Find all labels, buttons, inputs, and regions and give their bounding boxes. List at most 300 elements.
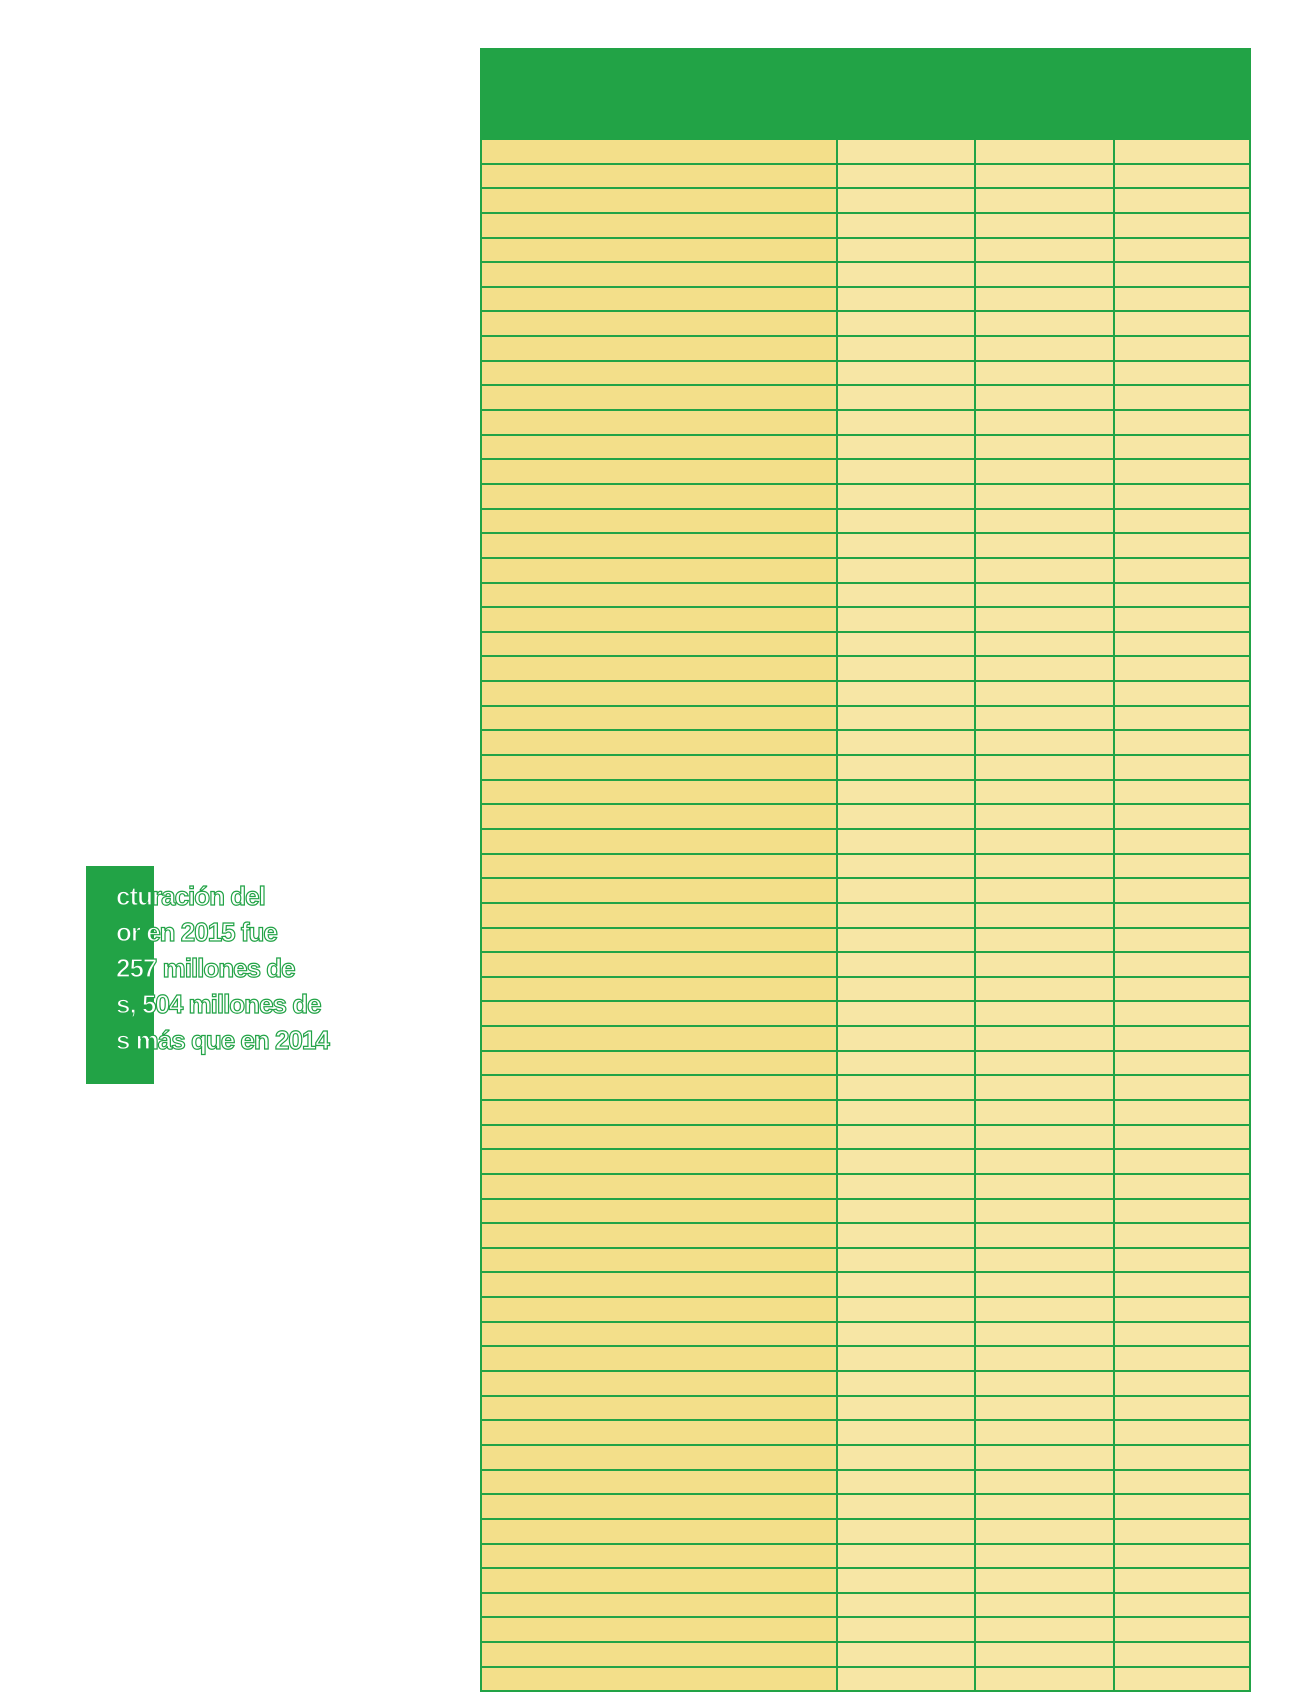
table-row bbox=[482, 929, 1249, 954]
table-row bbox=[482, 239, 1249, 264]
callout-line: s más que en 2014 bbox=[116, 1025, 329, 1055]
table-cell bbox=[1115, 879, 1249, 902]
table-cell bbox=[976, 288, 1115, 311]
table-row bbox=[482, 189, 1249, 214]
table-row bbox=[482, 855, 1249, 880]
table-cell bbox=[838, 165, 976, 188]
table-cell bbox=[976, 239, 1115, 262]
table-cell bbox=[1115, 731, 1249, 754]
table-cell bbox=[838, 1471, 976, 1494]
table-cell bbox=[1115, 1200, 1249, 1223]
table-cell bbox=[838, 1224, 976, 1247]
table-cell bbox=[482, 362, 838, 385]
table-cell bbox=[482, 165, 838, 188]
callout-line: or en 2015 fue bbox=[116, 917, 277, 947]
table-row bbox=[482, 436, 1249, 461]
table-cell bbox=[838, 288, 976, 311]
table-row bbox=[482, 1175, 1249, 1200]
table-cell bbox=[838, 436, 976, 459]
table-row bbox=[482, 1249, 1249, 1274]
table-cell bbox=[482, 1520, 838, 1543]
callout-line: cturación del bbox=[116, 881, 265, 911]
table-cell bbox=[976, 1002, 1115, 1025]
table-cell bbox=[838, 978, 976, 1001]
table-cell bbox=[976, 1052, 1115, 1075]
table-row bbox=[482, 214, 1249, 239]
table-cell bbox=[838, 1273, 976, 1296]
table-cell bbox=[482, 1397, 838, 1420]
table-cell bbox=[838, 337, 976, 360]
table-cell bbox=[482, 559, 838, 582]
table-row bbox=[482, 1200, 1249, 1225]
table-cell bbox=[838, 1101, 976, 1124]
table-row bbox=[482, 1150, 1249, 1175]
table-cell bbox=[838, 633, 976, 656]
table-cell bbox=[1115, 1421, 1249, 1444]
table-row bbox=[482, 140, 1249, 165]
table-row bbox=[482, 904, 1249, 929]
table-cell bbox=[1115, 1372, 1249, 1395]
table-cell bbox=[976, 731, 1115, 754]
table-cell bbox=[976, 411, 1115, 434]
table-row bbox=[482, 805, 1249, 830]
table-cell bbox=[1115, 633, 1249, 656]
table-cell bbox=[976, 1126, 1115, 1149]
table-cell bbox=[976, 1249, 1115, 1272]
table-cell bbox=[1115, 682, 1249, 705]
table-cell bbox=[482, 510, 838, 533]
table-cell bbox=[976, 1618, 1115, 1641]
table-cell bbox=[1115, 1150, 1249, 1173]
table-cell bbox=[482, 288, 838, 311]
table-cell bbox=[976, 165, 1115, 188]
table-cell bbox=[1115, 214, 1249, 237]
table-cell bbox=[838, 805, 976, 828]
table-row bbox=[482, 1347, 1249, 1372]
table-row bbox=[482, 1052, 1249, 1077]
table-cell bbox=[1115, 1298, 1249, 1321]
table-cell bbox=[976, 1298, 1115, 1321]
table-cell bbox=[482, 1569, 838, 1592]
table-cell bbox=[838, 756, 976, 779]
table-cell bbox=[976, 707, 1115, 730]
table-cell bbox=[1115, 288, 1249, 311]
table-cell bbox=[976, 1594, 1115, 1617]
table-cell bbox=[838, 263, 976, 286]
table-cell bbox=[838, 1347, 976, 1370]
table-cell bbox=[482, 1668, 838, 1691]
table-cell bbox=[838, 1002, 976, 1025]
table-cell bbox=[482, 189, 838, 212]
table-cell bbox=[838, 830, 976, 853]
table-cell bbox=[976, 263, 1115, 286]
table-row bbox=[482, 1298, 1249, 1323]
table-row bbox=[482, 1076, 1249, 1101]
table-cell bbox=[482, 460, 838, 483]
table-row bbox=[482, 781, 1249, 806]
table-cell bbox=[482, 1323, 838, 1346]
table-cell bbox=[838, 386, 976, 409]
table-row bbox=[482, 1273, 1249, 1298]
table-cell bbox=[976, 953, 1115, 976]
table-cell bbox=[482, 929, 838, 952]
table-cell bbox=[838, 1594, 976, 1617]
table-cell bbox=[838, 1545, 976, 1568]
table-row bbox=[482, 288, 1249, 313]
table-cell bbox=[1115, 1545, 1249, 1568]
table-cell bbox=[1115, 805, 1249, 828]
table-cell bbox=[482, 1372, 838, 1395]
table-cell bbox=[482, 1643, 838, 1666]
table-cell bbox=[1115, 1052, 1249, 1075]
table-cell bbox=[482, 1224, 838, 1247]
table-cell bbox=[838, 1421, 976, 1444]
table-row bbox=[482, 1594, 1249, 1619]
table-cell bbox=[482, 1150, 838, 1173]
table-cell bbox=[976, 1520, 1115, 1543]
table-cell bbox=[1115, 1076, 1249, 1099]
table-cell bbox=[976, 1200, 1115, 1223]
table-cell bbox=[1115, 1397, 1249, 1420]
callout-text bbox=[116, 878, 446, 1058]
table-cell bbox=[482, 855, 838, 878]
callout-line: 257 millones de bbox=[116, 953, 295, 983]
table-row bbox=[482, 510, 1249, 535]
table-cell bbox=[1115, 140, 1249, 163]
table-cell bbox=[1115, 978, 1249, 1001]
table-cell bbox=[1115, 1002, 1249, 1025]
table-cell bbox=[838, 1150, 976, 1173]
table-cell bbox=[1115, 460, 1249, 483]
table-row bbox=[482, 312, 1249, 337]
table-cell bbox=[976, 1101, 1115, 1124]
table-cell bbox=[482, 1273, 838, 1296]
table-cell bbox=[976, 879, 1115, 902]
table-cell bbox=[838, 731, 976, 754]
table-cell bbox=[976, 485, 1115, 508]
table-cell bbox=[482, 239, 838, 262]
table-cell bbox=[1115, 1323, 1249, 1346]
table-cell bbox=[976, 1446, 1115, 1469]
table-cell bbox=[976, 510, 1115, 533]
table-row bbox=[482, 657, 1249, 682]
table-cell bbox=[838, 1520, 976, 1543]
data-table bbox=[480, 48, 1251, 1692]
table-cell bbox=[976, 1323, 1115, 1346]
table-cell bbox=[838, 362, 976, 385]
table-cell bbox=[838, 879, 976, 902]
table-cell bbox=[482, 805, 838, 828]
table-cell bbox=[976, 559, 1115, 582]
table-row bbox=[482, 1545, 1249, 1570]
table-row bbox=[482, 485, 1249, 510]
table-row bbox=[482, 707, 1249, 732]
table-cell bbox=[482, 1347, 838, 1370]
table-cell bbox=[976, 608, 1115, 631]
table-cell bbox=[838, 781, 976, 804]
table-cell bbox=[976, 460, 1115, 483]
table-cell bbox=[1115, 1175, 1249, 1198]
table-cell bbox=[838, 1372, 976, 1395]
table-cell bbox=[838, 1298, 976, 1321]
table-cell bbox=[482, 1298, 838, 1321]
table-cell bbox=[838, 1668, 976, 1691]
table-cell bbox=[976, 337, 1115, 360]
table-cell bbox=[1115, 1618, 1249, 1641]
table-cell bbox=[1115, 312, 1249, 335]
table-cell bbox=[1115, 1668, 1249, 1691]
table-cell bbox=[976, 312, 1115, 335]
table-cell bbox=[838, 855, 976, 878]
table-cell bbox=[976, 657, 1115, 680]
table-cell bbox=[976, 140, 1115, 163]
table-row bbox=[482, 830, 1249, 855]
table-cell bbox=[976, 682, 1115, 705]
table-row bbox=[482, 460, 1249, 485]
table-cell bbox=[1115, 904, 1249, 927]
table-cell bbox=[976, 1471, 1115, 1494]
table-cell bbox=[1115, 953, 1249, 976]
table-cell bbox=[838, 682, 976, 705]
table-cell bbox=[1115, 559, 1249, 582]
table-cell bbox=[482, 756, 838, 779]
table-cell bbox=[838, 1126, 976, 1149]
table-cell bbox=[838, 510, 976, 533]
table-row bbox=[482, 1421, 1249, 1446]
table-cell bbox=[838, 1446, 976, 1469]
table-cell bbox=[1115, 239, 1249, 262]
callout bbox=[86, 866, 446, 1086]
table-cell bbox=[838, 214, 976, 237]
table-row bbox=[482, 584, 1249, 609]
table-cell bbox=[976, 386, 1115, 409]
table-cell bbox=[838, 953, 976, 976]
table-row bbox=[482, 1101, 1249, 1126]
table-cell bbox=[838, 1495, 976, 1518]
table-row bbox=[482, 1569, 1249, 1594]
table-cell bbox=[482, 657, 838, 680]
table-row bbox=[482, 879, 1249, 904]
table-row bbox=[482, 1495, 1249, 1520]
table-cell bbox=[1115, 1249, 1249, 1272]
table-cell bbox=[482, 781, 838, 804]
table-cell bbox=[482, 386, 838, 409]
table-cell bbox=[838, 189, 976, 212]
table-row bbox=[482, 978, 1249, 1003]
table-cell bbox=[482, 485, 838, 508]
table-cell bbox=[976, 904, 1115, 927]
table-cell bbox=[838, 584, 976, 607]
table-cell bbox=[976, 1027, 1115, 1050]
table-cell bbox=[1115, 263, 1249, 286]
table-cell bbox=[976, 1668, 1115, 1691]
table-cell bbox=[482, 1076, 838, 1099]
table-cell bbox=[976, 781, 1115, 804]
table-row bbox=[482, 756, 1249, 781]
table-cell bbox=[838, 1643, 976, 1666]
table-cell bbox=[976, 189, 1115, 212]
table-cell bbox=[976, 633, 1115, 656]
table-cell bbox=[838, 608, 976, 631]
table-cell bbox=[1115, 1224, 1249, 1247]
table-cell bbox=[1115, 1273, 1249, 1296]
table-cell bbox=[482, 879, 838, 902]
table-cell bbox=[1115, 707, 1249, 730]
table-cell bbox=[1115, 855, 1249, 878]
table-row bbox=[482, 362, 1249, 387]
table-cell bbox=[482, 534, 838, 557]
table-row bbox=[482, 165, 1249, 190]
table-cell bbox=[482, 1175, 838, 1198]
table-cell bbox=[1115, 485, 1249, 508]
table-row bbox=[482, 1618, 1249, 1643]
table-cell bbox=[838, 657, 976, 680]
table-cell bbox=[482, 312, 838, 335]
table-cell bbox=[1115, 1594, 1249, 1617]
table-cell bbox=[976, 1273, 1115, 1296]
table-cell bbox=[1115, 657, 1249, 680]
table-cell bbox=[482, 1052, 838, 1075]
table-cell bbox=[482, 830, 838, 853]
table-row bbox=[482, 633, 1249, 658]
table-cell bbox=[1115, 1495, 1249, 1518]
table-cell bbox=[1115, 436, 1249, 459]
table-cell bbox=[482, 953, 838, 976]
table-cell bbox=[976, 1372, 1115, 1395]
table-header bbox=[480, 48, 1251, 140]
table-cell bbox=[976, 584, 1115, 607]
table-cell bbox=[976, 1569, 1115, 1592]
table-cell bbox=[482, 436, 838, 459]
table-cell bbox=[482, 1101, 838, 1124]
table-row bbox=[482, 411, 1249, 436]
table-row bbox=[482, 1027, 1249, 1052]
table-body bbox=[480, 140, 1251, 1692]
table-cell bbox=[482, 707, 838, 730]
table-cell bbox=[976, 1224, 1115, 1247]
table-cell bbox=[1115, 781, 1249, 804]
table-cell bbox=[1115, 929, 1249, 952]
table-cell bbox=[976, 756, 1115, 779]
table-cell bbox=[482, 904, 838, 927]
table-cell bbox=[482, 263, 838, 286]
table-cell bbox=[482, 633, 838, 656]
table-cell bbox=[976, 1175, 1115, 1198]
table-cell bbox=[1115, 1347, 1249, 1370]
table-cell bbox=[1115, 1471, 1249, 1494]
table-cell bbox=[838, 1076, 976, 1099]
table-cell bbox=[976, 1545, 1115, 1568]
table-cell bbox=[838, 559, 976, 582]
table-row bbox=[482, 682, 1249, 707]
table-cell bbox=[1115, 584, 1249, 607]
table-row bbox=[482, 1520, 1249, 1545]
table-cell bbox=[482, 1594, 838, 1617]
table-cell bbox=[1115, 362, 1249, 385]
table-cell bbox=[838, 1323, 976, 1346]
table-cell bbox=[1115, 830, 1249, 853]
table-cell bbox=[976, 978, 1115, 1001]
table-cell bbox=[838, 707, 976, 730]
table-row bbox=[482, 386, 1249, 411]
table-cell bbox=[482, 1471, 838, 1494]
table-cell bbox=[976, 929, 1115, 952]
table-cell bbox=[1115, 165, 1249, 188]
table-cell bbox=[976, 1397, 1115, 1420]
table-cell bbox=[482, 1200, 838, 1223]
table-cell bbox=[838, 1249, 976, 1272]
table-row bbox=[482, 953, 1249, 978]
table-cell bbox=[838, 1397, 976, 1420]
table-cell bbox=[482, 1027, 838, 1050]
table-cell bbox=[482, 608, 838, 631]
table-cell bbox=[482, 682, 838, 705]
table-cell bbox=[1115, 411, 1249, 434]
table-cell bbox=[976, 436, 1115, 459]
table-cell bbox=[838, 1027, 976, 1050]
table-cell bbox=[976, 1076, 1115, 1099]
table-cell bbox=[976, 805, 1115, 828]
table-row bbox=[482, 1002, 1249, 1027]
table-row bbox=[482, 1397, 1249, 1422]
table-cell bbox=[838, 485, 976, 508]
table-cell bbox=[976, 362, 1115, 385]
table-cell bbox=[482, 1446, 838, 1469]
table-row bbox=[482, 1224, 1249, 1249]
table-cell bbox=[1115, 386, 1249, 409]
callout-line: s, 504 millones de bbox=[116, 989, 321, 1019]
table-row bbox=[482, 559, 1249, 584]
table-cell bbox=[1115, 1027, 1249, 1050]
table-cell bbox=[482, 978, 838, 1001]
table-cell bbox=[482, 1126, 838, 1149]
table-row bbox=[482, 1372, 1249, 1397]
table-cell bbox=[1115, 1446, 1249, 1469]
table-cell bbox=[838, 534, 976, 557]
table-row bbox=[482, 608, 1249, 633]
table-cell bbox=[838, 411, 976, 434]
table-cell bbox=[1115, 189, 1249, 212]
table-cell bbox=[976, 830, 1115, 853]
table-cell bbox=[482, 1618, 838, 1641]
table-cell bbox=[482, 411, 838, 434]
table-row bbox=[482, 1126, 1249, 1151]
table-cell bbox=[1115, 534, 1249, 557]
table-row bbox=[482, 1471, 1249, 1496]
table-cell bbox=[838, 1569, 976, 1592]
table-cell bbox=[1115, 756, 1249, 779]
table-cell bbox=[838, 929, 976, 952]
table-cell bbox=[482, 214, 838, 237]
table-cell bbox=[838, 1200, 976, 1223]
table-row bbox=[482, 1643, 1249, 1668]
table-cell bbox=[482, 1495, 838, 1518]
table-cell bbox=[976, 1150, 1115, 1173]
table-row bbox=[482, 1446, 1249, 1471]
table-cell bbox=[482, 584, 838, 607]
table-cell bbox=[482, 731, 838, 754]
table-cell bbox=[482, 1249, 838, 1272]
table-cell bbox=[1115, 1520, 1249, 1543]
table-cell bbox=[838, 904, 976, 927]
table-row bbox=[482, 731, 1249, 756]
table-cell bbox=[976, 534, 1115, 557]
table-cell bbox=[838, 1175, 976, 1198]
table-cell bbox=[838, 239, 976, 262]
table-cell bbox=[1115, 1101, 1249, 1124]
table-cell bbox=[482, 1002, 838, 1025]
table-row bbox=[482, 337, 1249, 362]
